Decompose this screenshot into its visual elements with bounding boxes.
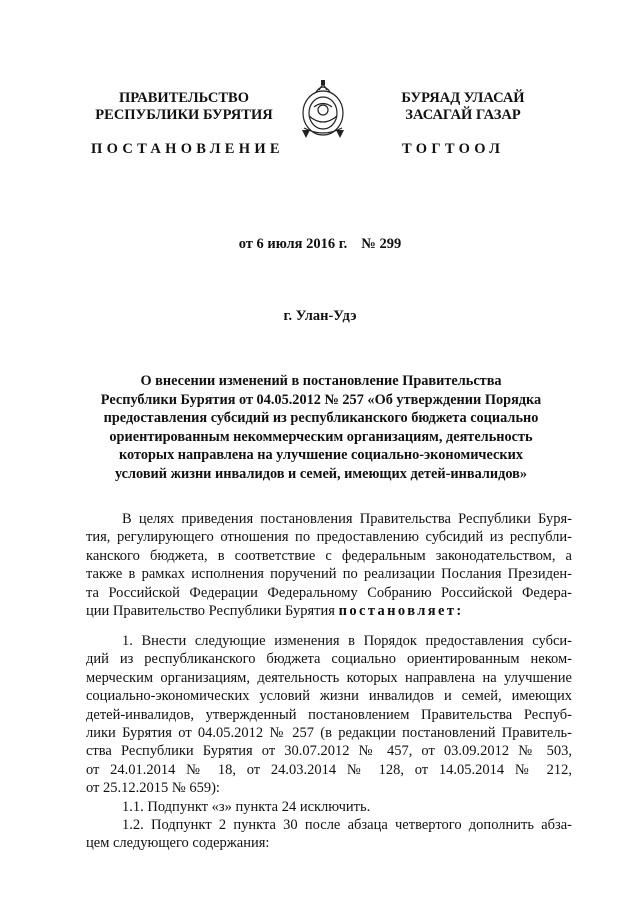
header-left-line2: РЕСПУБЛИКИ БУРЯТИЯ <box>95 107 273 123</box>
item-1-1: 1.1. Подпункт «з» пункта 24 исключить. <box>122 798 371 815</box>
body-line: канского бюджета, в соответствие с федеральным законодательством, а <box>86 547 572 564</box>
body-line: от 24.01.2014 № 18, от 24.03.2014 № 128, от 14.05.2014 № 212, <box>86 761 572 778</box>
document-city: г. Улан-Удэ <box>283 308 357 324</box>
body-line-text: ции Правительство Республики Бурятия <box>86 603 335 620</box>
document-title <box>86 372 556 483</box>
body-line: дий из республиканского бюджета социально ориентированным неком- <box>86 651 572 668</box>
title-line: предоставления субсидий из республиканского бюджета социально <box>103 410 539 426</box>
header-right-line2: ЗАСАГАЙ ГАЗАР <box>405 107 521 123</box>
body-line: также в рамках исполнения поручений по реализации Послания Президен- <box>86 566 572 583</box>
body-line: ства Республики Бурятия от 30.07.2012 № 457, от 03.09.2012 № 503, <box>86 743 572 760</box>
body-line: от 25.12.2015 № 659): <box>86 780 220 797</box>
header-right-line1: БУРЯАД УЛАСАЙ <box>401 90 525 106</box>
resolution-keyword: постановляет: <box>338 603 464 620</box>
title-line: которых направлена на улучшение социально-экономических <box>118 447 523 463</box>
date-number-line <box>0 236 640 253</box>
body-line: детей-инвалидов, утвержденный постановлением Правительства Респуб- <box>86 706 572 723</box>
body-line-last <box>86 602 572 620</box>
body-line: социально-экономических условий жизни инвалидов и семей, имеющих <box>86 688 572 705</box>
paragraph-item-1 <box>86 632 572 853</box>
document-number: № 299 <box>361 236 402 252</box>
coat-of-arms-icon <box>296 80 350 140</box>
header-left-line1: ПРАВИТЕЛЬСТВО <box>119 90 249 106</box>
title-line: ориентированным некоммерческим организациям, деятельность <box>109 428 533 445</box>
body-line: В целях приведения постановления Правительства Республики Буря- <box>122 511 572 527</box>
paragraph-preamble <box>86 510 572 620</box>
title-line: О внесении изменений в постановление Правительства <box>140 373 502 389</box>
header-right <box>374 90 552 124</box>
title-line: условий жизни инвалидов и семей, имеющих детей-инвалидов» <box>114 465 528 482</box>
item-1-2: 1.2. Подпункт 2 пункта 30 после абзаца четвертого дополнить абза- <box>122 817 572 834</box>
body-line: лики Бурятия от 04.05.2012 № 257 (в редакции постановлений Правитель- <box>86 725 572 742</box>
body-line: тия, регулирующего отношения по предоставлению субсидий из республи- <box>86 529 572 546</box>
body-line: та Российской Федерации Федеральному Собранию Российской Федера- <box>86 584 572 601</box>
title-line: Республики Бурятия от 04.05.2012 № 257 «Об утверждении Порядка <box>100 391 542 408</box>
doc-type-bua: ТОГТООЛ <box>402 141 505 157</box>
document-date: от 6 июля 2016 г. <box>238 236 348 252</box>
header-left <box>86 90 282 124</box>
body-line: 1. Внести следующие изменения в Порядок предоставления субси- <box>122 633 572 649</box>
item-1-2-cont: цем следующего содержания: <box>86 835 270 852</box>
doc-type-ru: ПОСТАНОВЛЕНИЕ <box>91 141 284 157</box>
body-line: мерческим организациям, деятельность которых направлена на улучшение <box>86 669 572 686</box>
